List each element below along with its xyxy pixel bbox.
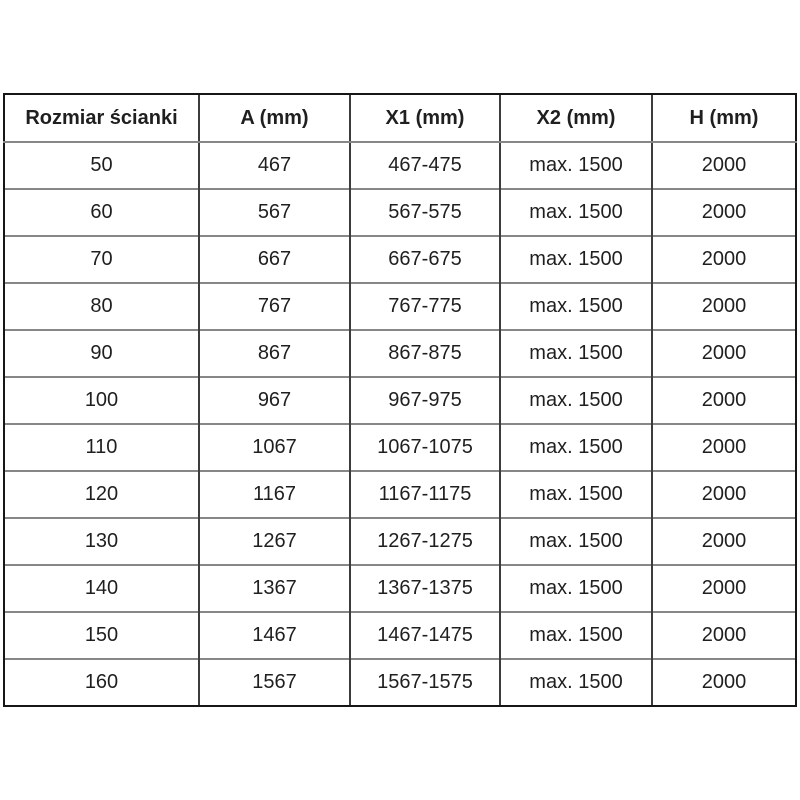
table-cell: 150: [4, 612, 199, 659]
table-row: [4, 612, 796, 659]
table-cell: 867-875: [350, 330, 500, 377]
table-cell: 2000: [652, 330, 796, 377]
table-cell: 1467: [199, 612, 350, 659]
table-cell: max. 1500: [500, 236, 652, 283]
table-cell: 110: [4, 424, 199, 471]
table-head: [4, 94, 796, 142]
table-cell: 2000: [652, 236, 796, 283]
table-cell: max. 1500: [500, 471, 652, 518]
table-cell: max. 1500: [500, 330, 652, 377]
table-cell: 2000: [652, 471, 796, 518]
header-row: [4, 94, 796, 142]
table-row: [4, 330, 796, 377]
table-cell: max. 1500: [500, 612, 652, 659]
table-row: [4, 518, 796, 565]
table-cell: 2000: [652, 283, 796, 330]
table-row: [4, 283, 796, 330]
table-cell: 2000: [652, 518, 796, 565]
table-cell: max. 1500: [500, 377, 652, 424]
table-cell: 50: [4, 142, 199, 189]
table-cell: 1567-1575: [350, 659, 500, 706]
table-cell: 120: [4, 471, 199, 518]
table-cell: 2000: [652, 565, 796, 612]
column-header: X1 (mm): [350, 94, 500, 142]
table-cell: max. 1500: [500, 189, 652, 236]
table-cell: 1367-1375: [350, 565, 500, 612]
table-cell: 2000: [652, 612, 796, 659]
table-cell: max. 1500: [500, 518, 652, 565]
column-header: Rozmiar ścianki: [4, 94, 199, 142]
table-row: [4, 659, 796, 706]
table-cell: 1467-1475: [350, 612, 500, 659]
table-row: [4, 236, 796, 283]
table-cell: 767-775: [350, 283, 500, 330]
table-row: [4, 424, 796, 471]
table-row: [4, 189, 796, 236]
table-cell: 467: [199, 142, 350, 189]
table-cell: 100: [4, 377, 199, 424]
table-cell: 967-975: [350, 377, 500, 424]
table-cell: 70: [4, 236, 199, 283]
table-cell: 1167: [199, 471, 350, 518]
table-row: [4, 377, 796, 424]
table-cell: 967: [199, 377, 350, 424]
size-spec-table: [3, 93, 797, 707]
table-body: [4, 142, 796, 706]
table-row: [4, 142, 796, 189]
table-cell: max. 1500: [500, 283, 652, 330]
table-cell: max. 1500: [500, 565, 652, 612]
table-cell: 767: [199, 283, 350, 330]
table-cell: 867: [199, 330, 350, 377]
column-header: A (mm): [199, 94, 350, 142]
table-cell: 1167-1175: [350, 471, 500, 518]
table-cell: 667-675: [350, 236, 500, 283]
table-cell: 2000: [652, 659, 796, 706]
column-header: H (mm): [652, 94, 796, 142]
table-row: [4, 565, 796, 612]
table-cell: 90: [4, 330, 199, 377]
table-cell: 160: [4, 659, 199, 706]
table-cell: 1267-1275: [350, 518, 500, 565]
table-cell: 1367: [199, 565, 350, 612]
table-cell: 467-475: [350, 142, 500, 189]
table-cell: 130: [4, 518, 199, 565]
table-cell: 567-575: [350, 189, 500, 236]
table-cell: 667: [199, 236, 350, 283]
table-cell: 1067-1075: [350, 424, 500, 471]
table-cell: 567: [199, 189, 350, 236]
table-cell: 1267: [199, 518, 350, 565]
table-cell: max. 1500: [500, 142, 652, 189]
table-cell: 1067: [199, 424, 350, 471]
table-cell: 2000: [652, 377, 796, 424]
table-cell: 2000: [652, 142, 796, 189]
table-cell: max. 1500: [500, 659, 652, 706]
column-header: X2 (mm): [500, 94, 652, 142]
table-cell: 1567: [199, 659, 350, 706]
table-cell: 60: [4, 189, 199, 236]
table-cell: 140: [4, 565, 199, 612]
table-cell: 2000: [652, 189, 796, 236]
table-cell: 2000: [652, 424, 796, 471]
table-cell: 80: [4, 283, 199, 330]
table-row: [4, 471, 796, 518]
table-cell: max. 1500: [500, 424, 652, 471]
